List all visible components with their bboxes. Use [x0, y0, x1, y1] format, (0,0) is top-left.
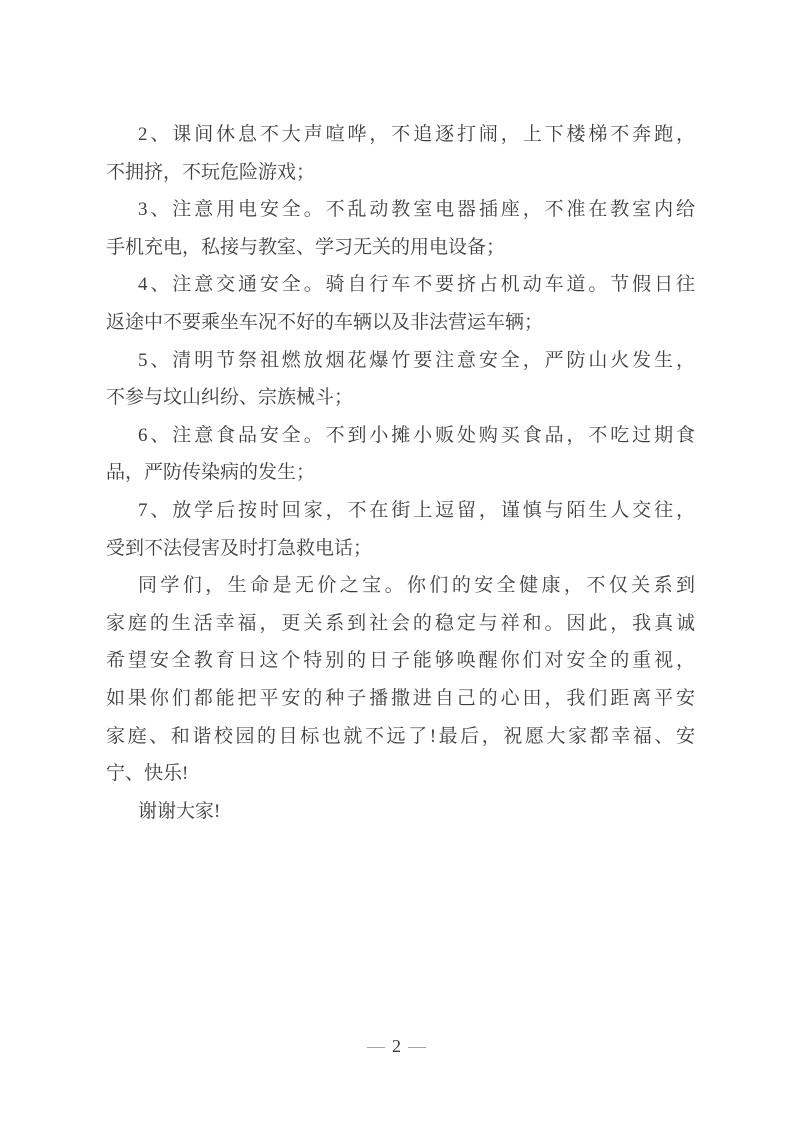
- text-line: 品，严防传染病的发生；: [106, 462, 316, 484]
- page-body-text: [106, 116, 695, 830]
- text-line: 同学们，生命是无价之宝。你们的安全健康，不仅关系到: [138, 575, 695, 597]
- text-line: 2、课间休息不大声喧哗，不追逐打闹，上下楼梯不奔跑，: [138, 124, 695, 145]
- text-line: 家庭、和谐校园的目标也就不远了!最后，祝愿大家都幸福、安: [106, 725, 695, 747]
- page-number: 2: [392, 1036, 401, 1056]
- text-line: 不参与坟山纠纷、宗族械斗；: [106, 387, 354, 409]
- text-line: 4、注意交通安全。骑自行车不要挤占机动车道。节假日往: [138, 274, 695, 296]
- text-line: 3、注意用电安全。不乱动教室电器插座，不准在教室内给: [138, 199, 695, 221]
- text-line: 7、放学后按时回家，不在街上逗留，谨慎与陌生人交往，: [138, 499, 695, 521]
- text-line: 6、注意食品安全。不到小摊小贩处购买食品，不吃过期食: [138, 424, 695, 446]
- text-line: 手机充电，私接与教室、学习无关的用电设备；: [106, 236, 506, 258]
- text-line: 希望安全教育日这个特别的日子能够唤醒你们对安全的重视，: [106, 650, 695, 672]
- page-footer: [0, 1035, 793, 1057]
- text-line: 返途中不要乘坐车况不好的车辆以及非法营运车辆；: [106, 311, 544, 333]
- footer-dash-right: —: [408, 1036, 426, 1056]
- text-line: 宁、快乐!: [106, 763, 189, 785]
- text-line: 谢谢大家!: [138, 800, 221, 822]
- text-line: 受到不法侵害及时打急救电话；: [106, 537, 373, 559]
- text-line: 不拥挤，不玩危险游戏；: [106, 161, 316, 183]
- text-line: 5、清明节祭祖燃放烟花爆竹要注意安全，严防山火发生，: [138, 349, 695, 371]
- footer-dash-left: —: [367, 1036, 385, 1056]
- text-line: 如果你们都能把平安的种子播撒进自己的心田，我们距离平安: [106, 687, 695, 709]
- text-line: 家庭的生活幸福，更关系到社会的稳定与祥和。因此，我真诚: [106, 612, 695, 634]
